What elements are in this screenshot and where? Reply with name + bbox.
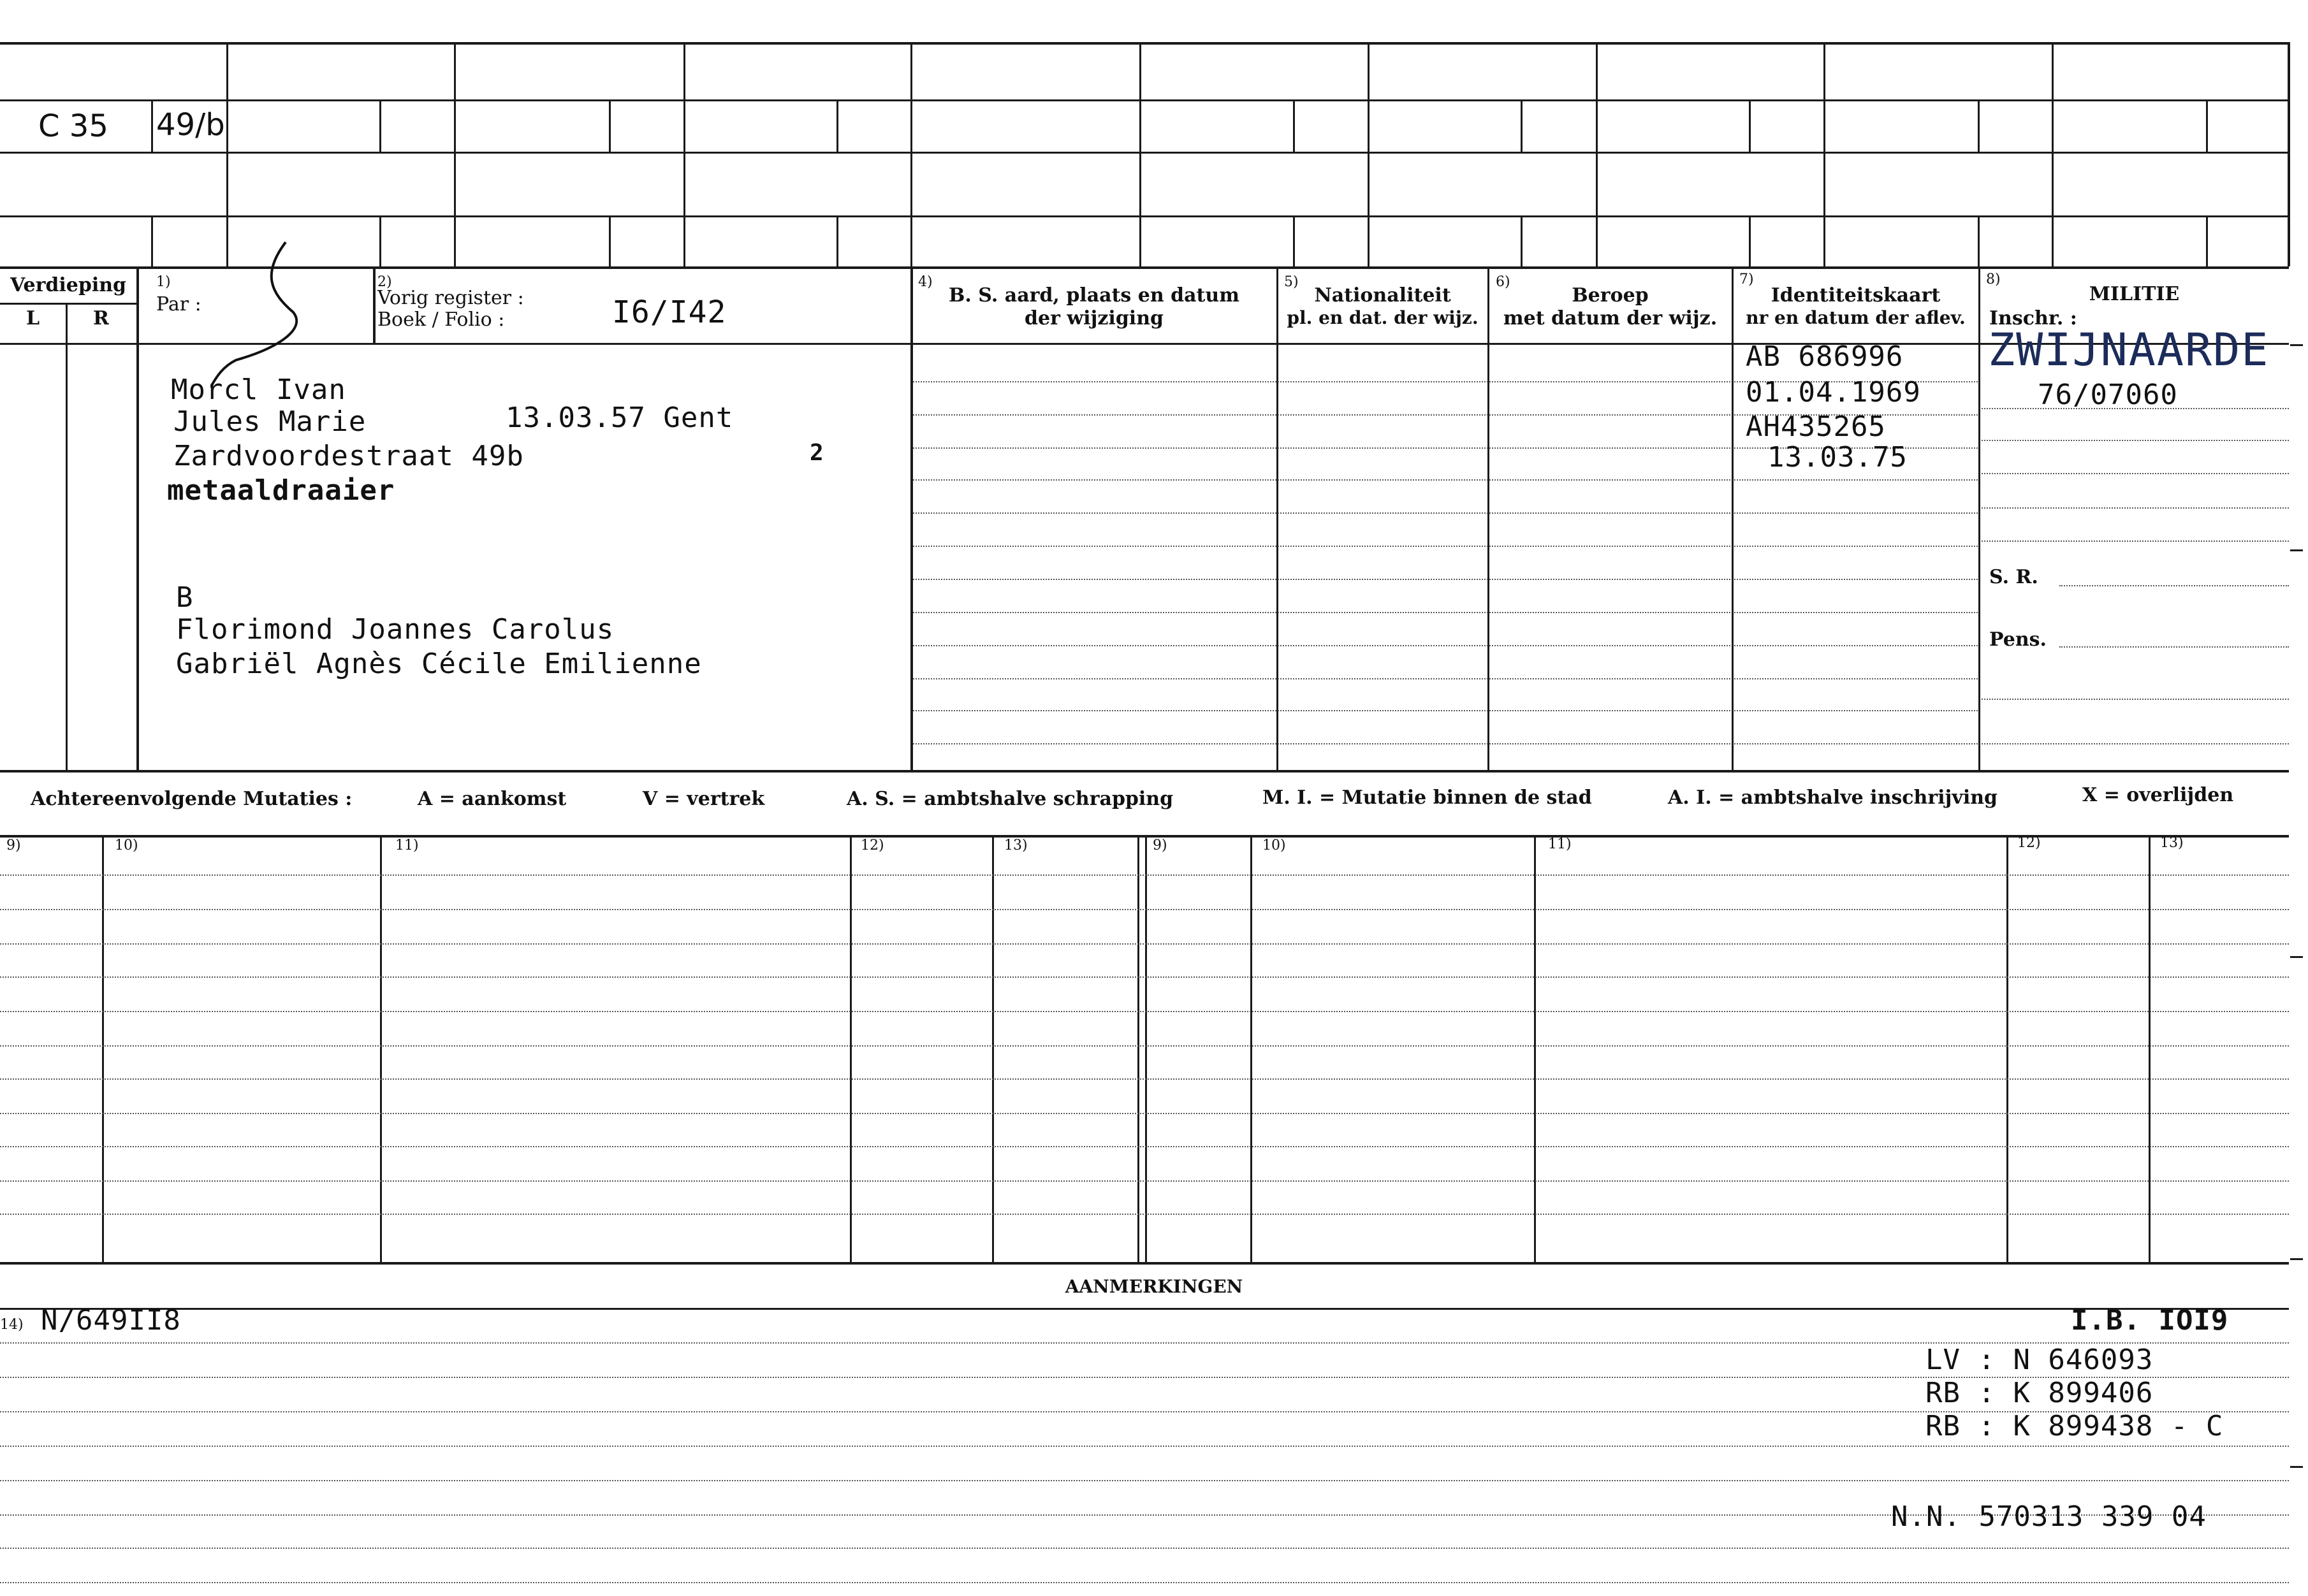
rb-number-2: RB : K 899438 - C	[1925, 1410, 2224, 1442]
mutation-as-legend: A. S. = ambtshalve schrapping	[847, 788, 1174, 810]
nationaliteit-subheader: pl. en dat. der wijz.	[1287, 307, 1479, 328]
id-date-1: 01.04.1969	[1746, 376, 1921, 409]
beroep-header: Beroep	[1572, 284, 1649, 307]
identiteitskaart-subheader: nr en datum der aflev.	[1746, 307, 1966, 328]
mutation-a-legend: A = aankomst	[418, 788, 567, 810]
mother-name: Gabriël Agnès Cécile Emilienne	[176, 648, 702, 680]
nationaliteit-header: Nationaliteit	[1314, 284, 1451, 307]
col1-number: 1)	[156, 274, 171, 290]
person-address: Zardvoordestraat 49b	[173, 440, 524, 472]
mutation-v-legend: V = vertrek	[643, 788, 765, 810]
remarks-number: 14)	[0, 1317, 24, 1333]
reference-code: C 35	[38, 108, 108, 144]
bs-header-line1: B. S. aard, plaats en datum	[949, 284, 1239, 307]
mutation-col-9: 9)	[6, 838, 21, 853]
bs-header-line2: der wijziging	[1025, 307, 1164, 330]
remarks-reference: N/649II8	[41, 1304, 181, 1337]
remarks-title: AANMERKINGEN	[1065, 1276, 1243, 1297]
mutation-col-12b: 12)	[2017, 835, 2041, 851]
identiteitskaart-header: Identiteitskaart	[1771, 284, 1941, 307]
mutation-col-11b: 11)	[1548, 836, 1572, 852]
par-label: Par :	[156, 293, 201, 316]
house-number: 49/b	[156, 107, 225, 143]
lv-number: LV : N 646093	[1925, 1344, 2154, 1376]
rb-number-1: RB : K 899406	[1925, 1377, 2154, 1409]
mutation-col-13b: 13)	[2160, 835, 2184, 851]
left-label: L	[26, 307, 40, 330]
ib-number: I.B. IOI9	[2071, 1304, 2229, 1337]
person-surname: Morcl Ivan	[171, 374, 346, 406]
beroep-subheader: met datum der wijz.	[1503, 307, 1718, 330]
col5-number: 5)	[1284, 274, 1299, 290]
mutation-col-10b: 10)	[1262, 838, 1286, 853]
col8-number: 8)	[1986, 272, 2001, 287]
handwritten-bracket	[210, 236, 312, 395]
father-name: Florimond Joannes Carolus	[176, 613, 615, 646]
militie-place-stamp: ZWIJNAARDE	[1988, 324, 2270, 376]
mutation-col-9b: 9)	[1153, 838, 1167, 853]
mutation-col-12: 12)	[861, 838, 884, 853]
person-occupation: metaaldraaier	[167, 474, 395, 507]
right-label: R	[93, 307, 109, 330]
col4-number: 4)	[918, 274, 933, 290]
inschr-label: Inschr. :	[1989, 307, 2077, 330]
person-mark: 2	[810, 440, 824, 466]
col2-number: 2)	[377, 274, 392, 290]
pens-label: Pens.	[1989, 628, 2047, 651]
militie-number: 76/07060	[2038, 379, 2178, 411]
col7-number: 7)	[1739, 272, 1754, 287]
id-card-1: AB 686996	[1746, 340, 1904, 373]
mutation-col-10: 10)	[115, 838, 138, 853]
person-birth: 13.03.57 Gent	[506, 402, 734, 434]
mutation-col-13: 13)	[1004, 838, 1028, 853]
parents-marker: B	[176, 581, 194, 614]
person-given-names: Jules Marie	[173, 405, 367, 438]
sr-label: S. R.	[1989, 566, 2038, 588]
mutations-title: Achtereenvolgende Mutaties :	[31, 788, 353, 810]
boek-folio-value: I6/I42	[612, 294, 727, 330]
id-card-2: AH435265	[1746, 410, 1886, 443]
national-number: N.N. 570313 339 04	[1891, 1500, 2207, 1533]
col6-number: 6)	[1496, 274, 1510, 290]
boek-folio-label: Boek / Folio :	[377, 308, 505, 331]
vorig-register-label: Vorig register :	[377, 287, 524, 309]
id-date-2: 13.03.75	[1767, 441, 1908, 474]
mutation-mi-legend: M. I. = Mutatie binnen de stad	[1262, 787, 1592, 809]
mutation-ai-legend: A. I. = ambtshalve inschrijving	[1668, 787, 1998, 809]
mutation-col-11: 11)	[395, 838, 419, 853]
militie-header: MILITIE	[2089, 283, 2180, 305]
verdieping-label: Verdieping	[10, 274, 127, 296]
mutation-x-legend: X = overlijden	[2082, 784, 2234, 806]
